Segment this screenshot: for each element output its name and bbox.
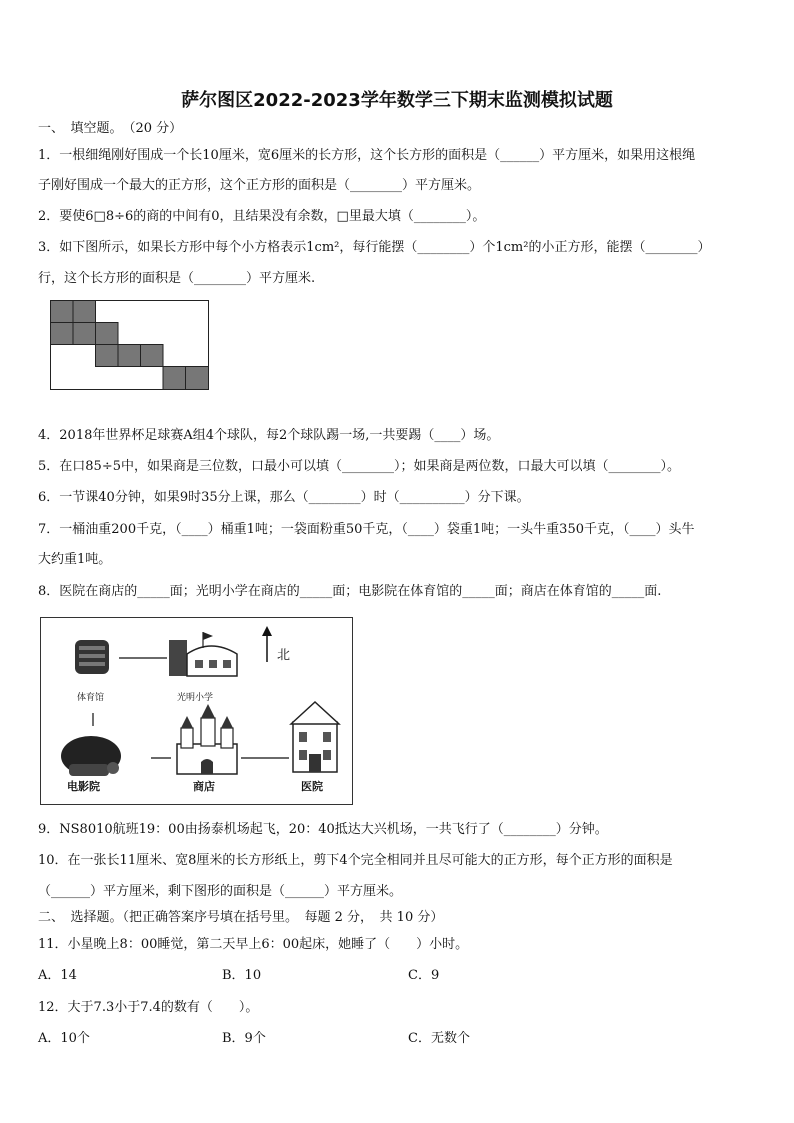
question-12-option-c: C．无数个 [408,1031,470,1046]
grid-square [96,323,119,345]
question-11: 11．小星晚上8：00睡觉，第二天早上6：00起床，她睡了（ ）小时。 [38,937,469,952]
section-1-heading: 一、 填空题。 （20 分） [38,121,183,136]
grid-square [73,323,96,345]
shop-label: 商店 [193,780,215,793]
cinema-icon [61,736,121,776]
cinema-label: 电影院 [67,780,100,793]
grid-square [141,345,164,367]
school-icon [169,632,237,676]
rectangle-grid-figure [50,300,209,390]
question-3-line-1: 3．如下图所示，如果长方形中每个小方格表示1cm²，每行能摆（________）个1cm²的小正方形，能摆（________） [38,240,711,255]
question-1-line-2: 子刚好围成一个最大的正方形，这个正方形的面积是（________）平方厘米。 [38,178,481,193]
grid-square [186,367,209,390]
question-8: 8．医院在商店的_____面；光明小学在商店的_____面；电影院在体育馆的_____面；商店在体育馆的_____面. [38,584,662,599]
question-12: 12．大于7.3小于7.4的数有（ ）。 [38,1000,259,1015]
question-3-line-2: 行，这个长方形的面积是（________）平方厘米. [38,271,316,286]
question-1-line-1: 1．一根细绳刚好围成一个长10厘米，宽6厘米的长方形，这个长方形的面积是（______）平方厘米，如果用这根绳 [38,148,696,163]
gym-label: 体育馆 [77,693,105,703]
grid-square [96,345,119,367]
hospital-label: 医院 [301,780,323,793]
shop-icon [177,704,237,774]
north-arrow-icon [262,626,272,662]
grid-square [118,345,141,367]
question-10-line-2: （______）平方厘米，剩下图形的面积是（______）平方厘米。 [38,884,403,899]
question-12-option-a: A．10个 [38,1031,90,1046]
grid-square [51,301,74,323]
question-10-line-1: 10．在一张长11厘米、宽8厘米的长方形纸上，剪下4个完全相同并且尽可能大的正方形，每个正方形的面积是 [38,853,673,868]
page-title: 萨尔图区2022-2023学年数学三下期末监测模拟试题 [181,90,613,111]
question-7-line-2: 大约重1吨。 [38,552,112,567]
question-7-line-1: 7．一桶油重200千克，（____）桶重1吨；一袋面粉重50千克，（____）袋重1吨；一头牛重350千克，（____）头牛 [38,522,695,537]
question-9: 9．NS8010航班19：00由扬泰机场起飞，20：40抵达大兴机场，一共飞行了（________）分钟。 [38,822,608,837]
grid-square [73,301,96,323]
north-label: 北 [277,648,291,663]
question-2: 2．要使6□8÷6的商的中间有0，且结果没有余数，□里最大填（________）。 [38,209,486,224]
question-6: 6．一节课40分钟，如果9时35分上课，那么（________）时（__________）分下课。 [38,490,530,505]
map-figure [40,617,353,805]
question-4: 4．2018年世界杯足球赛A组4个球队，每2个球队踢一场,一共要踢（____）场。 [38,428,500,443]
hospital-icon [291,702,339,772]
grid-square [51,323,74,345]
school-label: 光明小学 [177,693,214,703]
section-2-heading: 二、 选择题。（把正确答案序号填在括号里。 每题 2 分， 共 10 分） [38,910,444,925]
question-12-option-b: B．9个 [222,1031,266,1046]
gym-icon [75,640,109,674]
question-11-option-b: B．10 [222,968,262,983]
question-11-option-c: C．9 [408,968,440,983]
question-5: 5．在口85÷5中，如果商是三位数，口最小可以填（________）；如果商是两位数，口最大可以填（________）。 [38,459,680,474]
question-11-option-a: A．14 [38,968,77,983]
grid-square [163,367,186,390]
